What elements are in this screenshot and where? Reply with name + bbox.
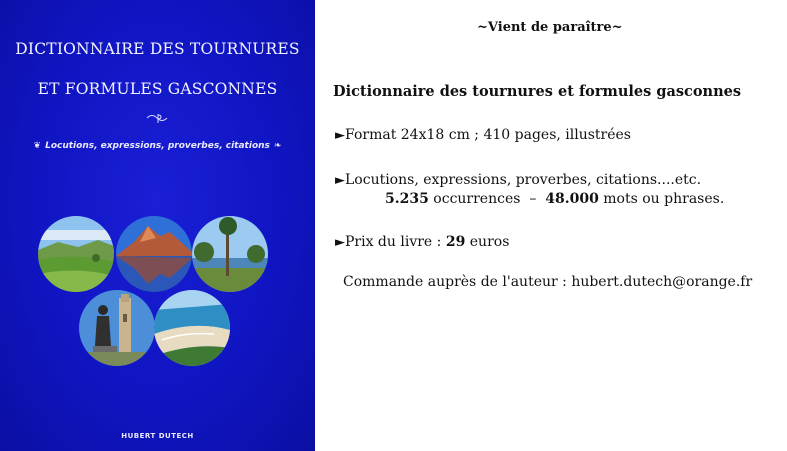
book-title: Dictionnaire des tournures et formules gasconnes [333, 83, 741, 100]
beach-coast-image [154, 290, 230, 366]
mountain-lake-image [116, 216, 192, 292]
locutions-line [335, 172, 701, 188]
book-cover [0, 0, 315, 451]
arrow-icon: ► [335, 173, 345, 188]
locutions-text: Locutions, expressions, proverbes, citations....etc. [345, 172, 702, 188]
words-value: 48.000 [545, 191, 599, 207]
photo-beach-coast [154, 290, 230, 366]
leaf-right-icon: ❧ [273, 141, 282, 151]
green-hills-image [38, 216, 114, 292]
format-line [335, 127, 631, 143]
arrow-icon: ► [335, 128, 345, 143]
order-line: Commande auprès de l'auteur : hubert.dutech@orange.fr [343, 274, 753, 290]
statue-tower-image [79, 290, 155, 366]
price-unit: euros [469, 234, 510, 250]
price-label: Prix du livre : [345, 234, 442, 250]
occurrences-label: occurrences [433, 191, 521, 207]
leaf-left-icon: ❦ [33, 141, 42, 151]
info-panel [315, 0, 787, 451]
ornament-icon [0, 111, 315, 125]
photo-pine-lake [192, 216, 268, 292]
cover-subtitle [0, 141, 315, 151]
photo-statue-tower [79, 290, 155, 366]
pine-lake-image [192, 216, 268, 292]
price-value: 29 [445, 234, 466, 250]
cover-title-line1: DICTIONNAIRE DES TOURNURES [15, 40, 300, 58]
words-label: mots ou phrases. [603, 191, 725, 207]
counts-line [385, 191, 724, 207]
cover-title-line2: ET FORMULES GASCONNES [37, 80, 278, 98]
photo-mountain-lake [116, 216, 192, 292]
headline: ~Vient de paraître~ [477, 20, 623, 35]
format-text: Format 24x18 cm ; 410 pages, illustrées [345, 127, 631, 143]
arrow-icon: ► [335, 235, 345, 250]
photo-green-hills [38, 216, 114, 292]
occurrences-value: 5.235 [385, 191, 429, 207]
counts-dash: – [529, 191, 537, 207]
cover-author: HUBERT DUTECH [121, 432, 194, 440]
cover-subtitle-text: Locutions, expressions, proverbes, citations [45, 141, 270, 151]
price-line [335, 234, 509, 250]
